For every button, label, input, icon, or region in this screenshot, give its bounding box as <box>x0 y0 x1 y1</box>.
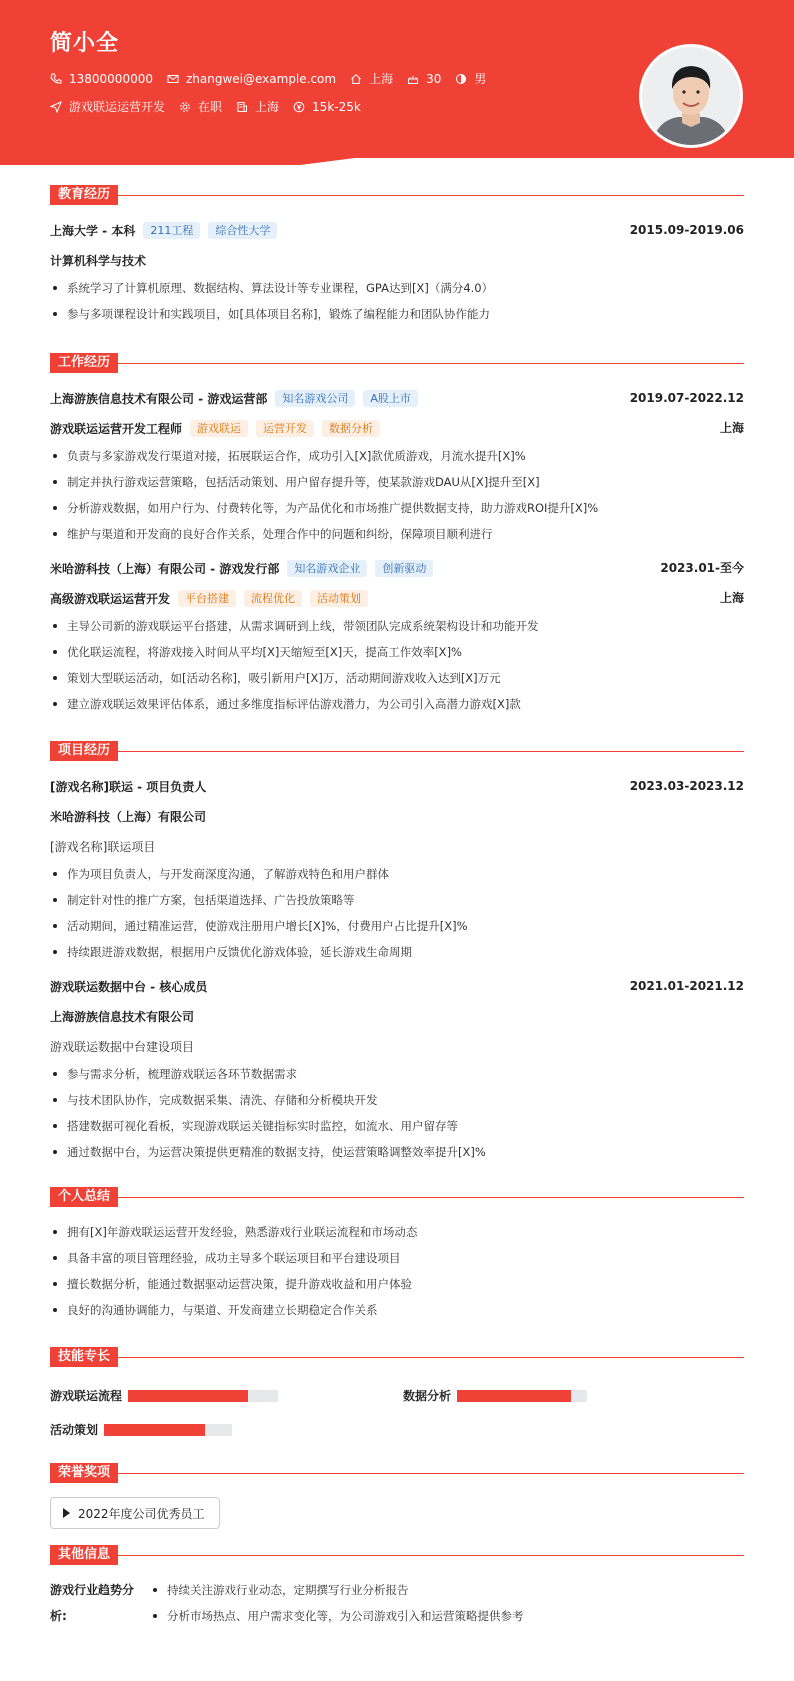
list-item: 通过数据中台，为运营决策提供更精准的数据支持，使运营策略调整效率提升[X]% <box>50 1139 744 1165</box>
skill-bar <box>104 1424 232 1436</box>
mail-icon <box>167 73 179 85</box>
role-tag: 游戏联运 <box>190 420 248 437</box>
salary-range: 15k-25k <box>312 99 361 114</box>
list-item: 主导公司新的游戏联运平台搭建，从需求调研到上线，带领团队完成系统架构设计和功能开发 <box>50 613 744 639</box>
list-item: 分析市场热点、用户需求变化等，为公司游戏引入和运营策略提供参考 <box>150 1603 524 1629</box>
other-info-bullets <box>150 1577 524 1629</box>
skills-list <box>50 1367 744 1435</box>
company-tag: 知名游戏公司 <box>275 390 355 407</box>
section-title: 其他信息 <box>50 1545 118 1565</box>
projects-section-header <box>50 741 744 761</box>
list-item: 良好的沟通协调能力，与渠道、开发商建立长期稳定合作关系 <box>50 1297 744 1323</box>
work-bullets <box>50 613 744 717</box>
list-item: 分析游戏数据，如用户行为、付费转化等，为产品优化和市场推广提供数据支持，助力游戏ROI提升[X]% <box>50 495 744 521</box>
list-item: 活动期间，通过精准运营，使游戏注册用户增长[X]%，付费用户占比提升[X]% <box>50 913 744 939</box>
major: 计算机科学与技术 <box>50 253 147 268</box>
target-position: 游戏联运运营开发 <box>69 100 166 114</box>
skill-name: 活动策划 <box>50 1423 99 1437</box>
building-icon <box>236 101 248 113</box>
company-tag: 创新驱动 <box>375 560 433 577</box>
role-tag: 平台搭建 <box>178 590 236 607</box>
project-date: 2021.01-2021.12 <box>629 979 744 993</box>
phone-value: 13800000000 <box>69 71 153 86</box>
project-title: [游戏名称]联运 - 项目负责人 <box>50 779 207 794</box>
skill-bar-fill <box>457 1390 571 1402</box>
section-title: 工作经历 <box>50 353 118 373</box>
list-item: 拥有[X]年游戏联运运营开发经验，熟悉游戏行业联运流程和市场动态 <box>50 1219 744 1245</box>
skill-bar-fill <box>104 1424 205 1436</box>
skills-section-header <box>50 1347 744 1367</box>
triangle-bullet-icon <box>63 1508 70 1518</box>
home-icon <box>350 73 362 85</box>
section-divider <box>110 1473 744 1474</box>
list-item: 维护与渠道和开发商的良好合作关系，处理合作中的问题和纠纷，保障项目顺利进行 <box>50 521 744 547</box>
project-description: 游戏联运数据中台建设项目 <box>50 1039 195 1054</box>
section-divider <box>110 363 744 364</box>
avatar-photo <box>642 47 740 145</box>
work-entry <box>50 553 744 717</box>
contact-row <box>50 70 500 87</box>
list-item: 负责与多家游戏发行渠道对接，拓展联运合作，成功引入[X]款优质游戏，月流水提升[X]% <box>50 443 744 469</box>
section-divider <box>110 1555 744 1556</box>
skill-name: 游戏联运流程 <box>50 1389 123 1403</box>
job-title: 高级游戏联运运营开发 <box>50 591 171 606</box>
cake-icon <box>407 73 419 85</box>
list-item: 持续关注游戏行业动态，定期撰写行业分析报告 <box>150 1577 524 1603</box>
school-tag: 综合性大学 <box>208 222 277 239</box>
work-city: 上海 <box>719 591 744 605</box>
section-title: 荣誉奖项 <box>50 1463 118 1483</box>
list-item: 作为项目负责人，与开发商深度沟通，了解游戏特色和用户群体 <box>50 861 744 887</box>
skill-bar <box>128 1390 278 1402</box>
work-section-header <box>50 353 744 373</box>
project-bullets <box>50 1061 744 1165</box>
list-item: 制定针对性的推广方案，包括渠道选择、广告投放策略等 <box>50 887 744 913</box>
work-entry <box>50 383 744 547</box>
target-city: 上海 <box>255 100 280 114</box>
role-tag: 活动策划 <box>310 590 368 607</box>
other-info-label: 游戏行业趋势分析: <box>50 1583 135 1623</box>
school-name: 上海大学 - 本科 <box>50 223 136 238</box>
work-date: 2019.07-2022.12 <box>629 391 744 405</box>
list-item: 持续跟进游戏数据，根据用户反馈优化游戏体验，延长游戏生命周期 <box>50 939 744 965</box>
project-company: 米哈游科技（上海）有限公司 <box>50 809 207 824</box>
job-status: 在职 <box>198 100 223 114</box>
school-tag: 211工程 <box>143 222 200 239</box>
candidate-name: 简小全 <box>50 31 120 56</box>
role-tag: 流程优化 <box>244 590 302 607</box>
skill-bar <box>457 1390 587 1402</box>
summary-section-header <box>50 1187 744 1207</box>
salary-icon <box>293 101 305 113</box>
skill-bar-fill <box>128 1390 248 1402</box>
list-item: 与技术团队协作，完成数据采集、清洗、存储和分析模块开发 <box>50 1087 744 1113</box>
other-section-header <box>50 1545 744 1565</box>
list-item: 策划大型联运活动，如[活动名称]，吸引新用户[X]万，活动期间游戏收入达到[X]万元 <box>50 665 744 691</box>
list-item: 参与需求分析，梳理游戏联运各环节数据需求 <box>50 1061 744 1087</box>
education-date: 2015.09-2019.06 <box>629 223 744 237</box>
list-item: 搭建数据可视化看板，实现游戏联运关键指标实时监控，如流水、用户留存等 <box>50 1113 744 1139</box>
work-city: 上海 <box>719 421 744 435</box>
role-tag: 运营开发 <box>256 420 314 437</box>
company-name: 上海游族信息技术有限公司 - 游戏运营部 <box>50 391 268 406</box>
company-name: 米哈游科技（上海）有限公司 - 游戏发行部 <box>50 561 280 576</box>
project-entry <box>50 771 744 965</box>
skill-name: 数据分析 <box>403 1389 452 1403</box>
list-item: 系统学习了计算机原理、数据结构、算法设计等专业课程，GPA达到[X]（满分4.0） <box>50 275 744 301</box>
avatar <box>639 44 743 148</box>
gender-icon <box>455 73 467 85</box>
project-bullets <box>50 861 744 965</box>
awards-section-header <box>50 1463 744 1483</box>
company-tag: A股上市 <box>363 390 418 407</box>
section-divider <box>110 195 744 196</box>
education-bullets <box>50 275 744 327</box>
award-item <box>50 1497 220 1529</box>
project-company: 上海游族信息技术有限公司 <box>50 1009 195 1024</box>
project-date: 2023.03-2023.12 <box>629 779 744 793</box>
award-name: 2022年度公司优秀员工 <box>78 1506 205 1521</box>
resume-header <box>0 0 794 185</box>
section-divider <box>110 1197 744 1198</box>
other-info-entry <box>50 1577 744 1629</box>
job-title: 游戏联运运营开发工程师 <box>50 421 183 436</box>
skill-item <box>403 1387 587 1404</box>
section-title: 教育经历 <box>50 185 118 205</box>
list-item: 优化联运流程，将游戏接入时间从平均[X]天缩短至[X]天，提高工作效率[X]% <box>50 639 744 665</box>
role-tag: 数据分析 <box>322 420 380 437</box>
list-item: 建立游戏联运效果评估体系，通过多维度指标评估游戏潜力，为公司引入高潜力游戏[X]款 <box>50 691 744 717</box>
project-entry <box>50 971 744 1165</box>
education-entry <box>50 215 744 245</box>
resume-body <box>50 185 744 1629</box>
education-section-header <box>50 185 744 205</box>
section-title: 项目经历 <box>50 741 118 761</box>
list-item: 擅长数据分析，能通过数据驱动运营决策，提升游戏收益和用户体验 <box>50 1271 744 1297</box>
summary-bullets <box>50 1219 744 1323</box>
work-date: 2023.01-至今 <box>660 561 744 575</box>
section-divider <box>110 1357 744 1358</box>
send-icon <box>50 101 62 113</box>
project-description: [游戏名称]联运项目 <box>50 839 156 854</box>
gear-icon <box>179 101 191 113</box>
intent-row <box>50 98 375 115</box>
list-item: 制定并执行游戏运营策略，包括活动策划、用户留存提升等，使某款游戏DAU从[X]提升至[X] <box>50 469 744 495</box>
section-title: 个人总结 <box>50 1187 118 1207</box>
list-item: 具备丰富的项目管理经验，成功主导多个联运项目和平台建设项目 <box>50 1245 744 1271</box>
phone-icon <box>50 73 62 85</box>
company-tag: 知名游戏企业 <box>287 560 367 577</box>
email-value: zhangwei@example.com <box>185 71 337 86</box>
age-value: 30 <box>426 71 442 86</box>
skill-item <box>50 1421 232 1438</box>
list-item: 参与多项课程设计和实践项目，如[具体项目名称]，锻炼了编程能力和团队协作能力 <box>50 301 744 327</box>
gender-value: 男 <box>474 72 487 86</box>
skill-item <box>50 1387 278 1404</box>
location-value: 上海 <box>369 72 394 86</box>
section-divider <box>110 751 744 752</box>
work-bullets <box>50 443 744 547</box>
section-title: 技能专长 <box>50 1347 118 1367</box>
project-title: 游戏联运数据中台 - 核心成员 <box>50 979 208 994</box>
